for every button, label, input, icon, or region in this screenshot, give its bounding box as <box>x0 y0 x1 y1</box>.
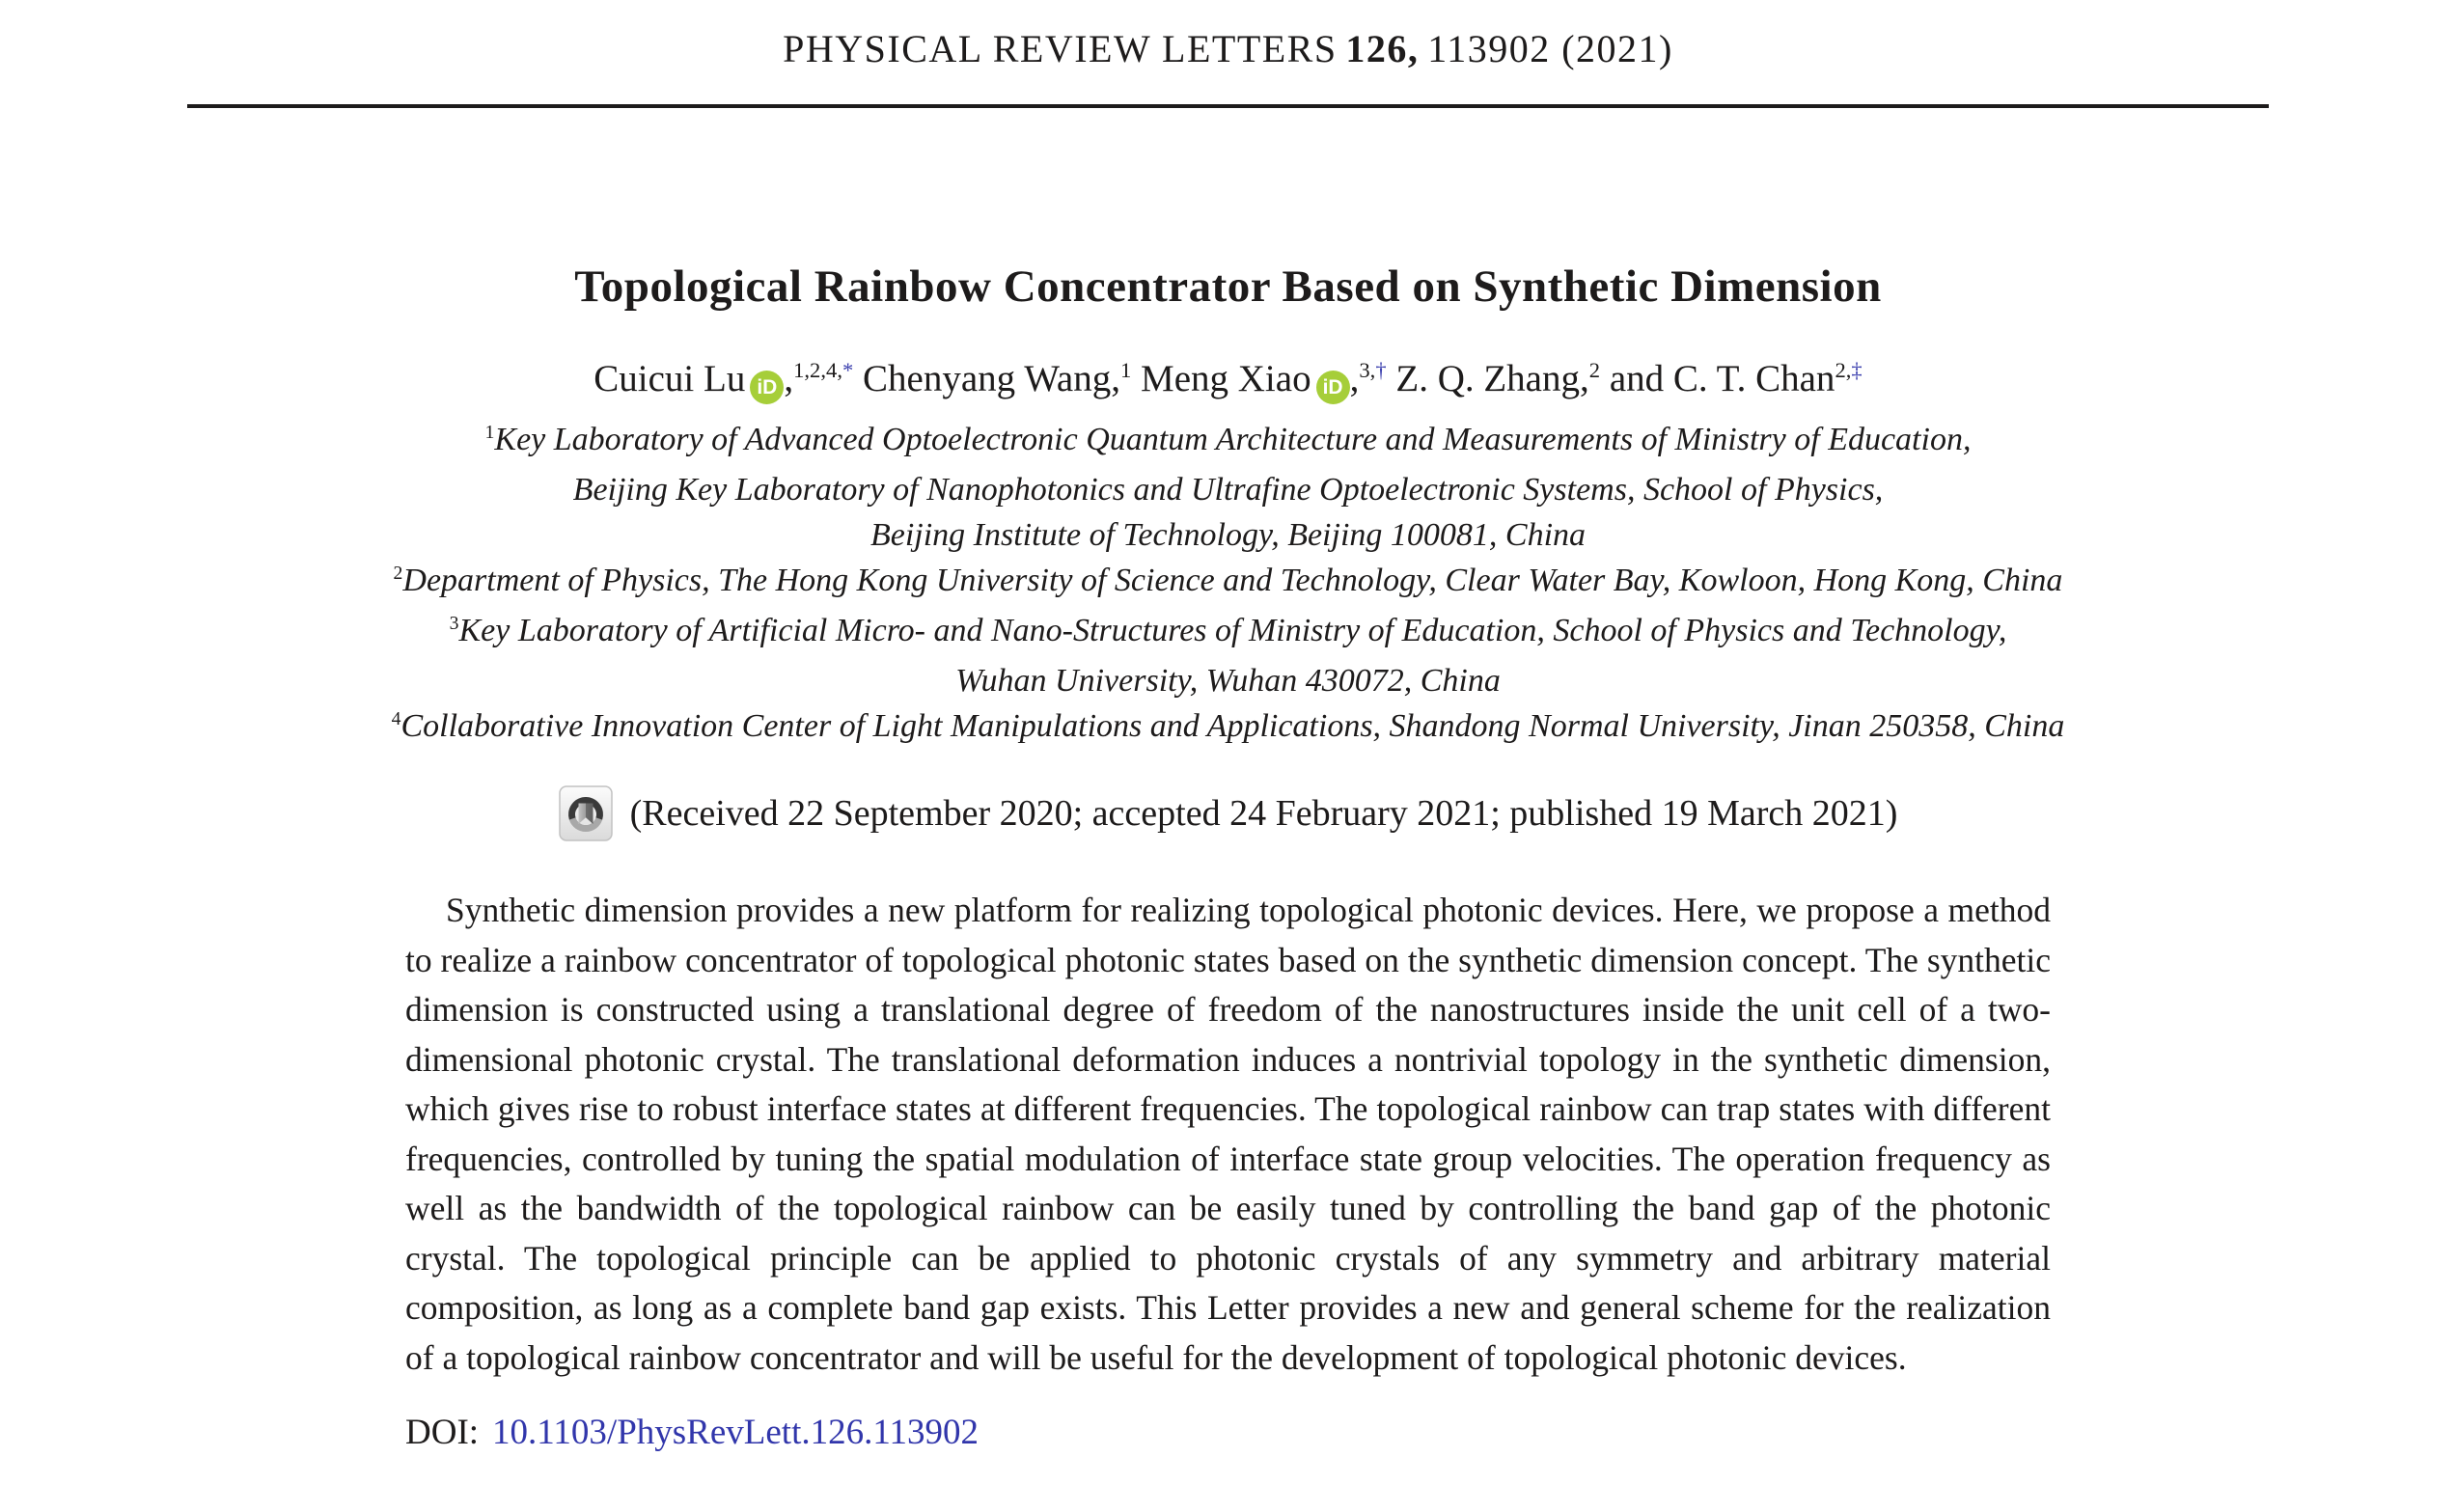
footnote-marker[interactable]: † <box>1375 357 1387 382</box>
header-rule <box>187 104 2269 108</box>
author-affiliation-superscript: 1 <box>1119 357 1132 382</box>
author-name: Z. Q. Zhang, <box>1386 358 1589 399</box>
doi-link[interactable]: 10.1103/PhysRevLett.126.113902 <box>492 1413 979 1452</box>
affiliation-line <box>0 558 2456 608</box>
journal-issue-info: 113902 (2021) <box>1427 27 1673 70</box>
doi-line <box>405 1412 2051 1453</box>
author-name: , <box>784 358 794 399</box>
affiliation-text: Department of Physics, The Hong Kong University of Science and Technology, Clear Water Bay, Kowloon, Hong Kong, China <box>402 563 2063 598</box>
affiliation-number: 1 <box>484 421 495 443</box>
affiliation-line <box>0 512 2456 558</box>
author-name: and C. T. Chan <box>1600 358 1835 399</box>
author-name: Meng Xiao <box>1131 358 1311 399</box>
orcid-id-icon[interactable]: iD <box>1316 371 1350 404</box>
journal-header <box>0 0 2456 71</box>
journal-volume: 126, <box>1345 27 1420 70</box>
affiliation-text: Key Laboratory of Artificial Micro- and Nano-Structures of Ministry of Education, School of Physics and Technology, <box>458 613 2007 648</box>
abstract-text: Synthetic dimension provides a new platform for realizing topological photonic devices. Here, we propose a method to realize a rainbow concentrator of topological photonic states based on the synthetic dimension concept. The synthetic dimension is constructed using a translational degree of freedom of the nanostructures inside the unit cell of a two-dimensional photonic crystal. The translational deformation induces a nontrivial topology in the synthetic dimension, which gives rise to robust interface states at different frequencies. The topological rainbow can trap states with different frequencies, controlled by tuning the spatial modulation of interface state group velocities. The operation frequency as well as the bandwidth of the topological rainbow can be easily tuned by controlling the band gap of the photonic crystal. The topological principle can be applied to photonic crystals of any symmetry and arbitrary material composition, as long as a complete band gap exists. This Letter provides a new and general scheme for the realization of a topological rainbow concentrator and will be useful for the development of topological photonic devices. <box>405 891 2051 1377</box>
footnote-marker[interactable]: ‡ <box>1851 357 1863 382</box>
affiliation-line <box>0 417 2456 467</box>
affiliation-text: Beijing Institute of Technology, Beijing 100081, China <box>869 517 1587 553</box>
affiliation-text: Wuhan University, Wuhan 430072, China <box>955 663 1501 699</box>
affiliation-number: 3 <box>449 612 459 634</box>
affiliation-line <box>0 658 2456 703</box>
affiliation-text: Beijing Key Laboratory of Nanophotonics and Ultrafine Optoelectronic Systems, School of Physics, <box>572 472 1884 508</box>
author-affiliation-superscript: 1,2,4, <box>793 357 842 382</box>
affiliation-line <box>0 703 2456 754</box>
author-affiliation-superscript: 3, <box>1359 357 1376 382</box>
author-line <box>0 357 2456 404</box>
received-line <box>0 785 2456 841</box>
footnote-marker[interactable]: * <box>842 357 854 382</box>
author-name: , <box>1349 358 1360 399</box>
author-name: Cuicui Lu <box>593 358 746 399</box>
affiliation-line <box>0 608 2456 658</box>
affiliations-block <box>0 417 2456 754</box>
orcid-id-icon[interactable]: iD <box>750 371 784 404</box>
author-affiliation-superscript: 2, <box>1835 357 1852 382</box>
author-name: Chenyang Wang, <box>853 358 1120 399</box>
paper-title: Topological Rainbow Concentrator Based on Synthetic Dimension <box>574 261 1882 312</box>
affiliation-text: Collaborative Innovation Center of Light Manipulations and Applications, Shandong Normal University, Jinan 250358, China <box>400 708 2065 744</box>
doi-label: DOI: <box>405 1413 480 1452</box>
affiliation-number: 4 <box>391 707 401 729</box>
affiliation-text: Key Laboratory of Advanced Optoelectronic Quantum Architecture and Measurements of Ministry of Education, <box>494 422 1972 457</box>
author-affiliation-superscript: 2 <box>1588 357 1601 382</box>
affiliation-number: 2 <box>393 562 403 584</box>
crossmark-check-for-updates-icon[interactable] <box>559 785 613 841</box>
received-accepted-published-text: (Received 22 September 2020; accepted 24 February 2021; published 19 March 2021) <box>629 793 1898 834</box>
affiliation-line <box>0 467 2456 512</box>
journal-name: PHYSICAL REVIEW LETTERS <box>783 27 1338 70</box>
